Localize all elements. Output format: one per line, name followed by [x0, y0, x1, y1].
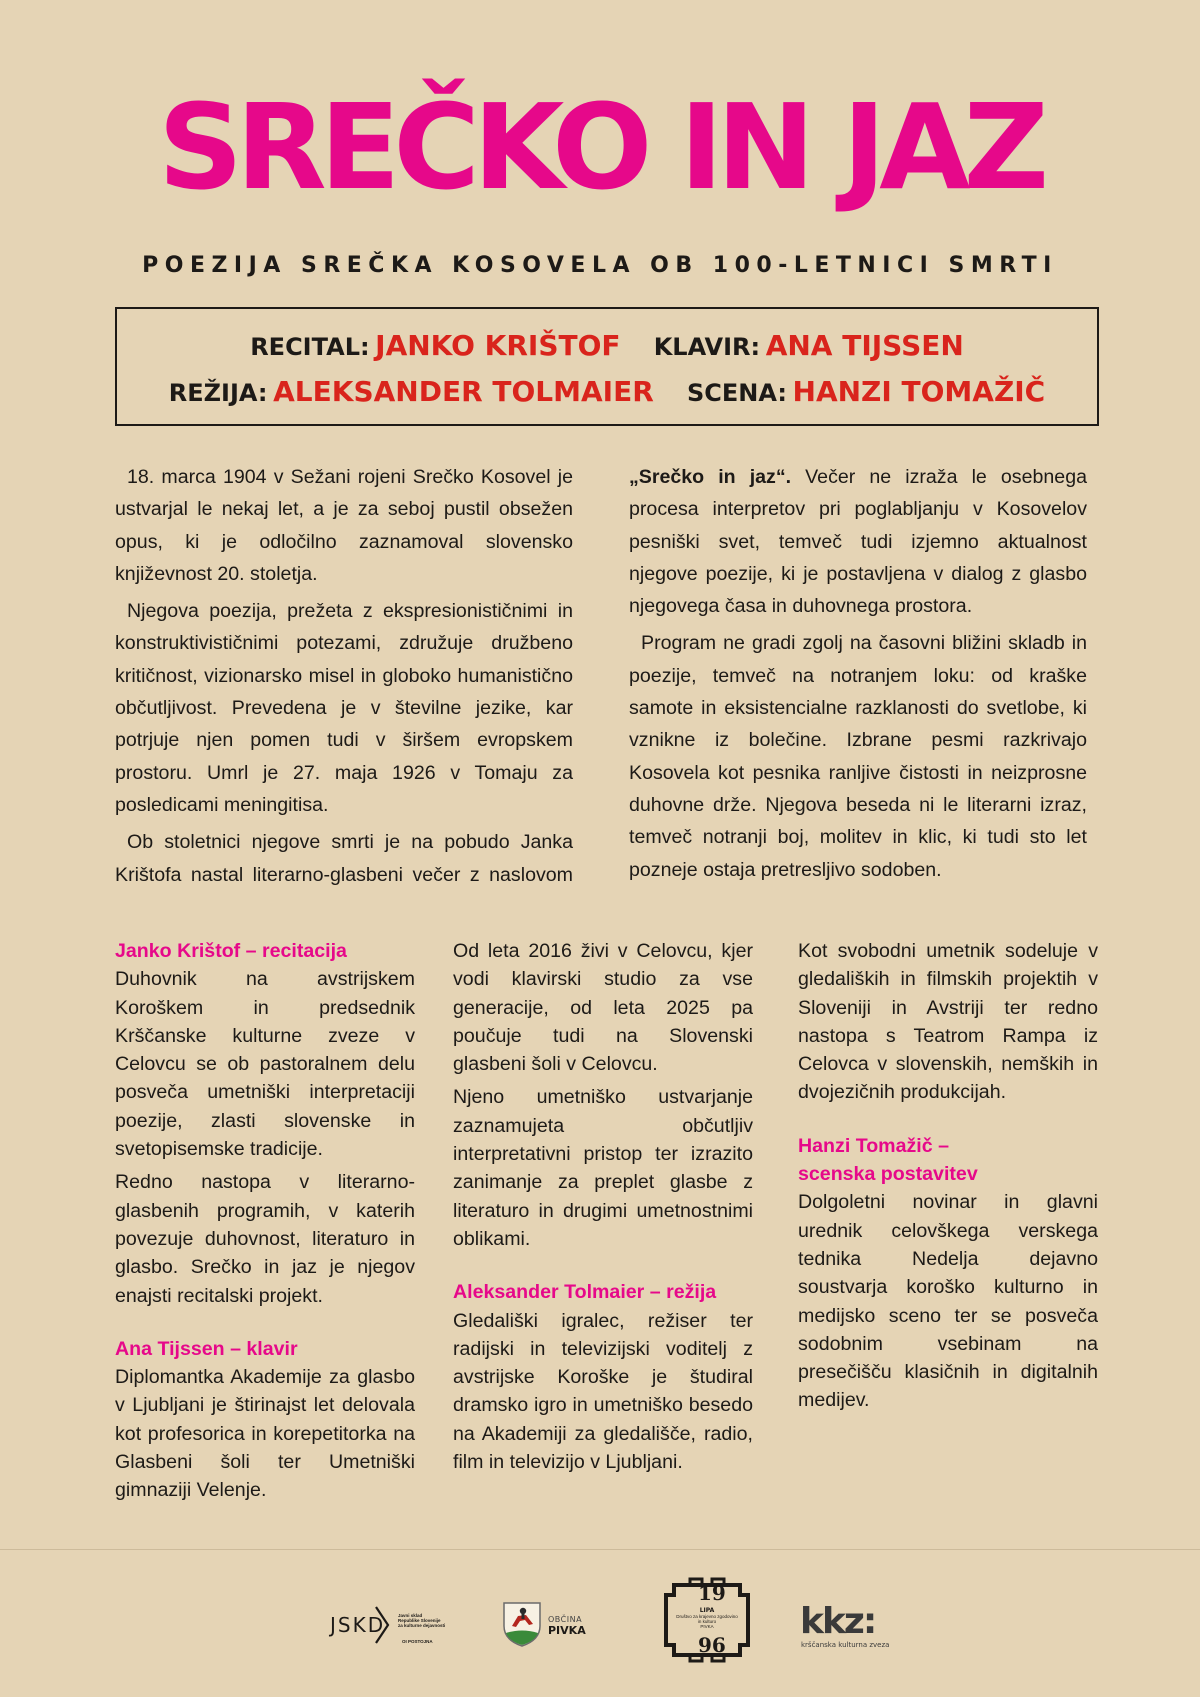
intro-paragraph-4: Program ne gradi zgolj na časovni bližini skladb in poezije, temveč na notranjem loku: od kraške samote in eksistencialne razklanosti do svetlobe, ki vznikne iz bolečine. Izbrane pesmi razkrivajo Kosovela kot pesnika ranljive čistosti in neizprosne duhovne drže. Njegova beseda ni le literarni izraz, temveč notranji boj, molitev in klic, ki tudi sto let pozneje ostaja pretresljivo sodoben. [629, 632, 1087, 881]
poster-title: SREČKO IN JAZ [157, 78, 1043, 216]
lipa-logo [660, 1577, 754, 1663]
bio-ana-p3: Njeno umetniško ustvarjanje zaznamujeta občutljiv interpretativni pristop ter izrazito zanimanje za preplet glasbe z literaturo in drugimi umetnostnimi oblikami. [453, 1086, 753, 1250]
bio-janko-p2: Redno nastopa v literarno-glasbenih programih, v katerih povezuje duhovnost, literaturo in glasbo. Srečko in jaz je njegov enajsti recitalski projekt. [115, 1171, 415, 1307]
intro-column-right [629, 461, 1087, 891]
pivka-line1: OBČINA [548, 1615, 583, 1624]
bio-column-2 [453, 937, 753, 1481]
lipa-name: LIPA [699, 1607, 715, 1614]
kkz-tagline: krščanska kulturna zveza [801, 1641, 890, 1649]
credit-label-recital: RECITAL: [250, 333, 370, 361]
credit-name-rezija: ALEKSANDER TOLMAIER [273, 375, 654, 408]
pivka-logo [502, 1600, 602, 1650]
jskd-line1: Javni sklad [398, 1613, 423, 1618]
credits-row-1 [117, 329, 1097, 362]
jskd-slash-icon [374, 1605, 390, 1645]
lipa-line2: in kulturo [697, 1619, 717, 1624]
bio-hanzi-p1: Dolgoletni novinar in glavni urednik celovškega verskega tednika Nedelja dejavno soustvarja koroško kulturno in medijsko sceno ter se posveča sodobnim vsebinam na presečišču klasičnih in digitalnih medijev. [798, 1191, 1098, 1412]
intro-paragraph-3-start: Ob stoletnici njegove smrti je na pobudo Janka Krištofa nastal literarno-glasbeni večer z naslovom [115, 831, 573, 886]
intro-column-left [115, 461, 573, 896]
footer-divider [0, 1549, 1200, 1550]
jskd-line2: Republike Slovenije [398, 1618, 441, 1623]
lipa-year-bottom: 96 [698, 1633, 726, 1657]
intro-paragraph-3-end: Večer ne izraža le osebnega procesa interpretov pri poglabljanju v Kosovelov pesniški svet, temveč tudi izjemno aktualnost njegove poezije, ki je postavljena v dialog z glasbo njegovega časa in duhovnega prostora. [629, 466, 1087, 618]
credits-row-2 [117, 375, 1097, 408]
bio-heading-aleksander: Aleksander Tolmaier – režija [453, 1281, 717, 1304]
intro-show-title: „Srečko in jaz“. [629, 466, 792, 488]
bio-ana-p1: Diplomantka Akademije za glasbo v Ljubljani je štirinajst let delovala kot profesorica in korepetitorka na Glasbeni šoli ter Umetniški gimnaziji Velenje. [115, 1366, 415, 1502]
poster-subtitle: POEZIJA SREČKA KOSOVELA OB 100-LETNICI SMRTI [142, 253, 1058, 278]
bio-aleksander-p1: Gledališki igralec, režiser ter radijski in televizijski voditelj z avstrijske Koroške je študiral dramsko igro in umetniško besedo na Akademiji za gledališče, radio, film in televizijo v Ljubljani. [453, 1309, 753, 1474]
credit-label-klavir: KLAVIR: [653, 333, 761, 361]
jskd-logo [330, 1605, 460, 1645]
credit-label-rezija: REŽIJA: [168, 379, 268, 407]
intro-paragraph-2: Njegova poezija, prežeta z ekspresionističnimi in konstruktivističnimi potezami, združuje družbeno kritičnost, vizionarsko misel in globoko humanistično občutljivost. Prevedena je v številne jezike, kar potrjuje njen pomen tudi v širšem evropskem prostoru. Umrl je 27. maja 1926 v Tomaju za posledicami meningitisa. [115, 600, 573, 816]
bio-column-1 [115, 937, 415, 1510]
bio-ana-p2: Od leta 2016 živi v Celovcu, kjer vodi klavirski studio za vse generacije, od leta 2025 pa poučuje tudi na Slovenski glasbeni šoli v Celovcu. [453, 940, 753, 1076]
credits-box [115, 307, 1099, 426]
credit-label-scena: SCENA: [686, 379, 787, 407]
pivka-crest-icon [502, 1600, 542, 1648]
jskd-wordmark: JSKD [330, 1613, 386, 1637]
bio-janko-p1: Duhovnik na avstrijskem Koroškem in predsednik Krščanske kulturne zveze v Celovcu se ob pastoralnem delu posveča umetniški interpretaciji poezije, zlasti slovenske in svetopisemske tradicije. [115, 968, 415, 1161]
jskd-branch: OI POSTOJNA [402, 1639, 433, 1644]
bio-column-3 [798, 937, 1098, 1420]
bio-heading-ana: Ana Tijssen – klavir [115, 1337, 298, 1360]
bio-heading-hanzi [798, 1132, 1098, 1189]
credit-name-scena: HANZI TOMAŽIČ [792, 375, 1046, 408]
pivka-line2: PIVKA [548, 1624, 586, 1637]
bio-heading-hanzi-line2: scenska postavitev [798, 1163, 978, 1186]
intro-paragraph-3 [115, 826, 573, 891]
bio-aleksander-p2: Kot svobodni umetnik sodeluje v gledaliških in filmskih projektih v Sloveniji in Avstriji ter redno nastopa s Teatrom Rampa iz Celovca v slovenskih, nemških in dvojezičnih produkcijah. [798, 940, 1098, 1104]
bio-heading-hanzi-line1: Hanzi Tomažič – [798, 1134, 949, 1157]
kkz-wordmark: kkz: [800, 1601, 876, 1642]
intro-paragraph-1: 18. marca 1904 v Sežani rojeni Srečko Kosovel je ustvarjal le nekaj let, a je za seboj pustil obsežen opus, ki je odločilno zaznamoval slovensko književnost 20. stoletja. [115, 466, 573, 585]
lipa-line3: PIVKA [700, 1624, 714, 1629]
lipa-year-top: 19 [698, 1581, 726, 1605]
credit-name-klavir: ANA TIJSSEN [765, 329, 964, 362]
kkz-logo [800, 1603, 890, 1651]
jskd-line3: za kulturne dejavnosti [398, 1623, 446, 1628]
credit-name-recital: JANKO KRIŠTOF [375, 329, 621, 362]
bio-heading-janko: Janko Krištof – recitacija [115, 940, 347, 962]
lipa-line1: Društvo za krajevno zgodovino [676, 1614, 738, 1619]
intro-paragraph-3-cont [629, 461, 1087, 622]
